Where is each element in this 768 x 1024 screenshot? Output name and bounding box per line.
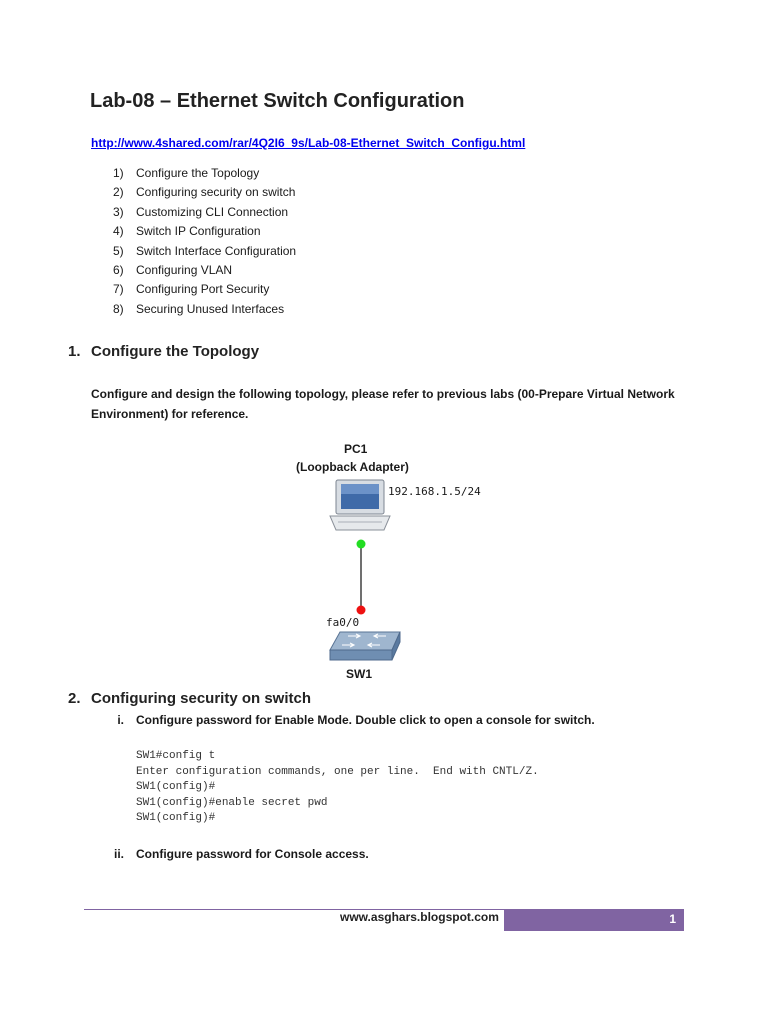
section-heading-security: 2. Configuring security on switch (68, 690, 312, 707)
computer-icon (330, 480, 390, 530)
section-heading-topology: 1. Configure the Topology (68, 343, 260, 360)
link-up-indicator (357, 540, 366, 549)
topology-diagram (290, 438, 490, 688)
pc-name-label: PC1 (344, 442, 368, 456)
switch-name-label: SW1 (346, 667, 373, 681)
page-number: 1 (669, 912, 676, 926)
step-console-password: ii. Configure password for Console access. (113, 847, 369, 861)
toc-item: 5) Switch Interface Configuration (113, 243, 297, 258)
toc-item: 7) Configuring Port Security (113, 282, 270, 297)
pc-subtitle-label: (Loopback Adapter) (296, 460, 409, 474)
footer-url: www.asghars.blogspot.com (340, 910, 499, 924)
footer-accent-bar (504, 909, 684, 931)
download-link[interactable]: http://www.4shared.com/rar/4Q2I6_9s/Lab-08-Ethernet_Switch_Configu.html (91, 136, 526, 150)
toc-item: 6) Configuring VLAN (113, 262, 233, 277)
topology-paragraph: Configure and design the following topology, please refer to previous labs (00-Prepare Virtual Network Environment) for reference. (91, 387, 675, 421)
table-of-contents (113, 166, 296, 321)
console-code-block: SW1#config t Enter configuration commands, one per line. End with CNTL/Z. SW1(config)# SW1(config)#enable secret pwd SW1(config)# (136, 750, 539, 824)
page-title: Lab-08 – Ethernet Switch Configuration (90, 90, 465, 112)
switch-port-label: fa0/0 (326, 616, 360, 629)
toc-item: 2) Configuring security on switch (113, 185, 296, 200)
topology-graphic (290, 438, 490, 688)
toc-item: 1) Configure the Topology (113, 166, 260, 180)
pc-ip-label: 192.168.1.5/24 (388, 485, 481, 498)
switch-icon (330, 632, 400, 660)
toc-item: 8) Securing Unused Interfaces (113, 301, 285, 316)
step-enable-password: i. Configure password for Enable Mode. Double click to open a console for switch. (117, 713, 595, 727)
link-down-indicator (357, 606, 366, 615)
toc-item: 3) Customizing CLI Connection (113, 204, 289, 219)
toc-item: 4) Switch IP Configuration (113, 224, 261, 239)
